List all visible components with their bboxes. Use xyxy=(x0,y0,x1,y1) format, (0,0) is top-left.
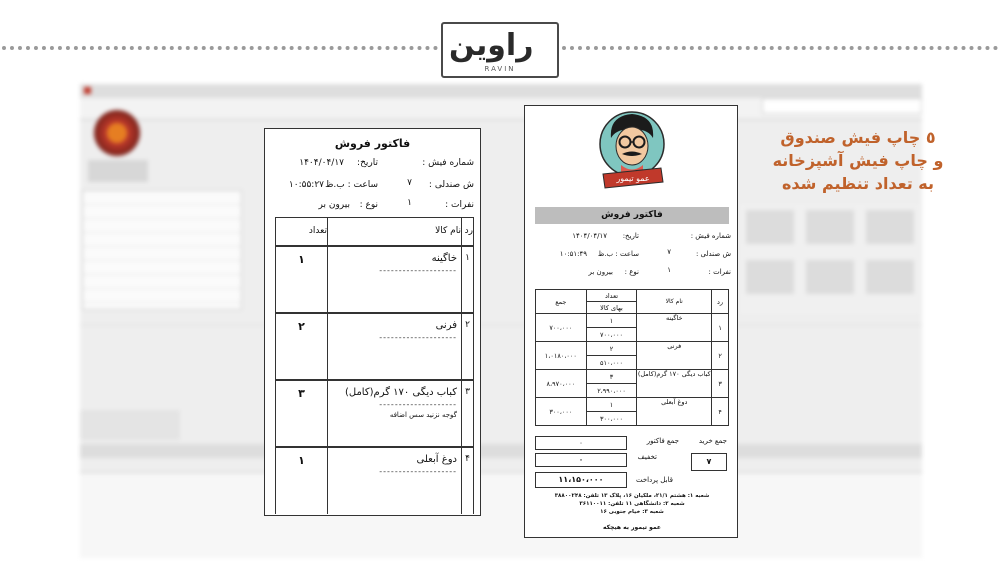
item-unit-price: ۳۰۰،۰۰۰ xyxy=(586,412,637,426)
item-qty: ۱ xyxy=(586,398,637,412)
k-date-value: ۱۴۰۴/۰۴/۱۷ xyxy=(299,158,344,168)
item-sum: ۷۰۰،۰۰۰ xyxy=(536,314,587,342)
header-dotted-rule-left xyxy=(2,46,438,50)
kitchen-items-table xyxy=(275,217,474,514)
k-persons-value: ۱ xyxy=(407,198,412,208)
c-desk-label: ش صندلی : xyxy=(695,250,731,258)
c-type-value: بیرون بر xyxy=(588,268,613,276)
k-col-row: رد xyxy=(462,218,474,246)
discount-value: ۰ xyxy=(535,453,627,467)
c-col-unit: بهای کالا xyxy=(586,302,637,314)
item-qty: ۱ xyxy=(276,447,328,514)
logo-mark: راوین xyxy=(449,28,534,63)
k-time-label: ساعت : ب.ظ xyxy=(325,180,378,190)
item-qty: ۱ xyxy=(276,246,328,313)
item-qty: ۳ xyxy=(276,380,328,447)
address-line-2: شعبه ۲: دانشگاهی ۱۱ تلفن: ۳۶۱۱۰۰۱۱ xyxy=(579,501,685,507)
table-row: ۱ خاگینه ۱ ۷۰۰،۰۰۰ xyxy=(536,314,729,328)
item-name: کباب دیگی ۱۷۰ گرم(کامل) xyxy=(344,386,457,398)
k-type-label: نوع : xyxy=(359,200,378,210)
bg-titlebar xyxy=(80,84,922,98)
item-name: خاگینه xyxy=(431,252,457,264)
kitchen-receipt-title: فاکتور فروش xyxy=(334,137,411,150)
table-row: ۴ دوغ آبعلی ۱ ۳۰۰،۰۰۰ xyxy=(536,398,729,412)
table-row: ۳ کباب دیگی ۱۷۰ گرم(کامل) -------------------- گوجه نزنید سس اضافه ۳ xyxy=(276,380,474,447)
item-name: فرنی xyxy=(637,342,712,370)
bg-avatar xyxy=(94,110,140,156)
svg-text:عمو تیمور: عمو تیمور xyxy=(616,174,650,183)
bg-user-name xyxy=(88,160,148,182)
receipt-footer: عمو تیمور به هیچکه xyxy=(602,524,662,531)
bg-left-grid xyxy=(82,190,242,310)
c-date-value: ۱۴۰۴/۰۴/۱۷ xyxy=(572,232,607,240)
k-invoice-label: شماره فیش : xyxy=(422,158,474,168)
bg-bottom-panel xyxy=(80,472,922,558)
bg-product-grid xyxy=(740,204,920,314)
table-row: ۱ خاگینه -------------------- ۱ xyxy=(276,246,474,313)
item-note: گوجه نزنید سس اضافه xyxy=(389,410,457,419)
item-unit-price: ۵۱۰،۰۰۰ xyxy=(586,356,637,370)
header-dotted-rule-right xyxy=(562,46,998,50)
item-name: دوغ آبعلی xyxy=(637,398,712,426)
bg-amount-field xyxy=(80,410,180,440)
cashier-items-table xyxy=(535,289,729,426)
payable-value: ۱۱،۱۵۰،۰۰۰ xyxy=(535,472,627,488)
feature-caption xyxy=(748,126,968,195)
cashier-receipt-meta xyxy=(533,230,731,282)
mascot-logo-icon xyxy=(597,108,667,196)
discount-label: تخفیف xyxy=(637,453,657,461)
item-name: کباب دیگی ۱۷۰ گرم(کامل) xyxy=(637,370,712,398)
count-label: جمع خرید xyxy=(698,437,727,445)
item-sum: ۸،۹۷۰،۰۰۰ xyxy=(536,370,587,398)
cashier-receipt-title: فاکتور فروش xyxy=(535,207,729,224)
item-qty: ۳ xyxy=(586,370,637,384)
caption-line-2: و چاپ فیش آشپزخانه xyxy=(772,151,944,170)
item-unit-price: ۷۰۰،۰۰۰ xyxy=(586,328,637,342)
c-col-row: رد xyxy=(712,290,729,314)
k-col-qty: تعداد xyxy=(276,218,328,246)
table-row: ۴ دوغ آبعلی -------------------- ۱ xyxy=(276,447,474,514)
k-date-label: تاریخ: xyxy=(357,158,378,168)
k-desk-label: ش صندلی : xyxy=(428,180,474,190)
item-sum: ۳۰۰،۰۰۰ xyxy=(536,398,587,426)
item-unit-price: ۲،۹۹۰،۰۰۰ xyxy=(586,384,637,398)
table-row: ۲ فرنی -------------------- ۲ xyxy=(276,313,474,380)
payable-label: قابل پرداخت xyxy=(635,476,673,484)
item-qty: ۲ xyxy=(586,342,637,356)
item-name: دوغ آبعلی xyxy=(416,453,457,465)
item-name: خاگینه xyxy=(637,314,712,342)
k-persons-label: نفرات : xyxy=(445,200,474,210)
total-value: ۰ xyxy=(535,436,627,450)
kitchen-receipt xyxy=(264,128,481,516)
c-invoice-label: شماره فیش : xyxy=(690,232,731,240)
c-col-qty: تعداد xyxy=(586,290,637,302)
k-type-value: بیرون بر xyxy=(318,200,350,210)
c-time-label: ساعت : ب.ظ xyxy=(597,250,639,258)
c-time-value: ۱۰:۵۱:۴۹ xyxy=(559,250,587,258)
k-col-name: نام کالا xyxy=(328,218,462,246)
c-desk-value: ۷ xyxy=(667,248,671,256)
k-time-value: ۱۰:۵۵:۲۷ xyxy=(288,180,324,190)
c-type-label: نوع : xyxy=(624,268,639,276)
cashier-receipt xyxy=(524,105,738,538)
table-row: ۲ فرنی ۲ ۱،۰۱۸۰،۰۰۰ xyxy=(536,342,729,356)
c-date-label: تاریخ: xyxy=(622,232,639,240)
k-desk-value: ۷ xyxy=(407,178,412,188)
total-label: جمع فاکتور xyxy=(646,437,679,445)
brand-logo xyxy=(441,22,559,78)
caption-line-3: به تعداد تنظیم شده xyxy=(781,174,935,193)
address-line-1: شعبه ۱: هشتم ۲۱/۱، ملکیان ۱۶، پلاک ۱۳ تلفن: ۳۸۸۰۰۲۴۸ xyxy=(554,493,710,499)
c-persons-label: نفرات : xyxy=(708,268,731,276)
item-qty: ۱ xyxy=(586,314,637,328)
caption-line-1: ٥ چاپ فیش صندوق xyxy=(780,128,936,147)
item-qty: ۲ xyxy=(276,313,328,380)
kitchen-receipt-meta xyxy=(271,154,474,218)
item-name: فرنی xyxy=(435,319,457,331)
address-line-3: شعبه ۳: خیام جنوبی ۱۶ xyxy=(600,509,664,515)
bg-search-field xyxy=(762,98,922,114)
c-col-sum: جمع xyxy=(536,290,587,314)
table-row: ۳ کباب دیگی ۱۷۰ گرم(کامل) ۳ ۸،۹۷۰،۰۰۰ xyxy=(536,370,729,384)
count-value: ۷ xyxy=(691,453,727,471)
c-col-name: نام کالا xyxy=(637,290,712,314)
c-persons-value: ۱ xyxy=(667,266,671,274)
item-sum: ۱،۰۱۸۰،۰۰۰ xyxy=(536,342,587,370)
logo-subtitle: RAVIN xyxy=(484,65,516,73)
